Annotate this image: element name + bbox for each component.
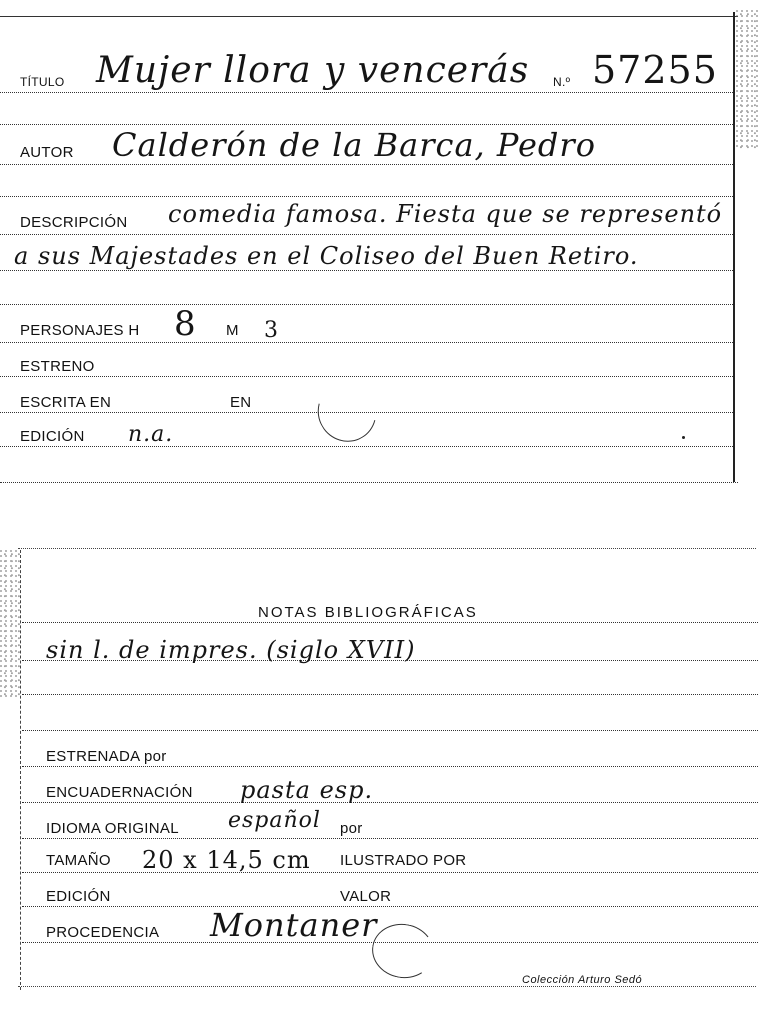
coleccion-credit: Colección Arturo Sedó [522, 974, 643, 986]
field-rule [0, 342, 733, 343]
card-edge [18, 548, 756, 550]
field-rule [0, 92, 733, 93]
field-rule [0, 270, 733, 271]
card-edge [733, 12, 735, 482]
edicion-back-label: EDICIÓN [46, 888, 111, 905]
numero-value: 57255 [592, 48, 718, 92]
scan-noise [0, 550, 20, 700]
notas-value: sin l. de impres. (siglo XVII) [46, 636, 416, 664]
autor-label: AUTOR [20, 144, 74, 161]
card-edge [18, 986, 756, 988]
idioma-por-label: por [340, 820, 363, 837]
tamano-value: 20 x 14,5 cm [142, 846, 311, 874]
field-rule [22, 694, 758, 695]
descripcion-line-2: a sus Majestades en el Coliseo del Buen Retiro. [14, 242, 639, 270]
field-rule [22, 942, 758, 943]
encuadernacion-value: pasta esp. [240, 776, 374, 804]
personajes-m-value: 3 [264, 318, 279, 343]
field-rule [0, 124, 733, 125]
edicion-value: n.a. [128, 422, 174, 447]
catalog-card-back [0, 540, 759, 1028]
field-rule [0, 446, 733, 447]
field-rule [0, 304, 733, 305]
field-rule [22, 802, 758, 803]
idioma-value: español [228, 808, 321, 833]
field-rule [22, 906, 758, 907]
numero-label: N.º [553, 75, 571, 89]
field-rule [0, 234, 733, 235]
titulo-label: TÍTULO [20, 75, 65, 89]
idioma-label: IDIOMA ORIGINAL [46, 820, 179, 837]
autor-value: Calderón de la Barca, Pedro [112, 126, 596, 164]
field-rule [0, 376, 733, 377]
estrenada-label: ESTRENADA por [46, 748, 167, 765]
catalog-card-front [0, 0, 759, 492]
card-edge [0, 482, 738, 484]
personajes-h-value: 8 [174, 304, 197, 344]
field-rule [22, 730, 758, 731]
encuadernacion-label: ENCUADERNACIÓN [46, 784, 193, 801]
escrita-en-label: EN [230, 394, 252, 411]
tamano-label: TAMAÑO [46, 852, 111, 869]
notas-label: NOTAS BIBLIOGRÁFICAS [258, 604, 478, 621]
estreno-label: ESTRENO [20, 358, 95, 375]
card-edge [0, 16, 738, 17]
field-rule [22, 622, 758, 623]
card-edge [20, 550, 22, 990]
ink-dot [682, 436, 685, 439]
field-rule [22, 872, 758, 873]
field-rule [0, 196, 733, 197]
procedencia-value: Montaner [210, 906, 378, 944]
descripcion-label: DESCRIPCIÓN [20, 214, 128, 231]
personajes-label: PERSONAJES H [20, 322, 140, 339]
field-rule [22, 660, 758, 661]
field-rule [22, 766, 758, 767]
field-rule [0, 164, 733, 165]
punch-hole-mark [368, 919, 438, 983]
ilustrado-label: ILUSTRADO POR [340, 852, 467, 869]
scan-noise [736, 10, 758, 150]
titulo-value: Mujer llora y vencerás [96, 50, 530, 91]
field-rule [22, 838, 758, 839]
punch-hole-mark [307, 372, 387, 453]
valor-label: VALOR [340, 888, 392, 905]
edicion-label: EDICIÓN [20, 428, 85, 445]
procedencia-label: PROCEDENCIA [46, 924, 160, 941]
descripcion-line-1: comedia famosa. Fiesta que se representó [168, 200, 723, 228]
personajes-m-label: M [226, 322, 239, 339]
escrita-label: ESCRITA EN [20, 394, 112, 411]
